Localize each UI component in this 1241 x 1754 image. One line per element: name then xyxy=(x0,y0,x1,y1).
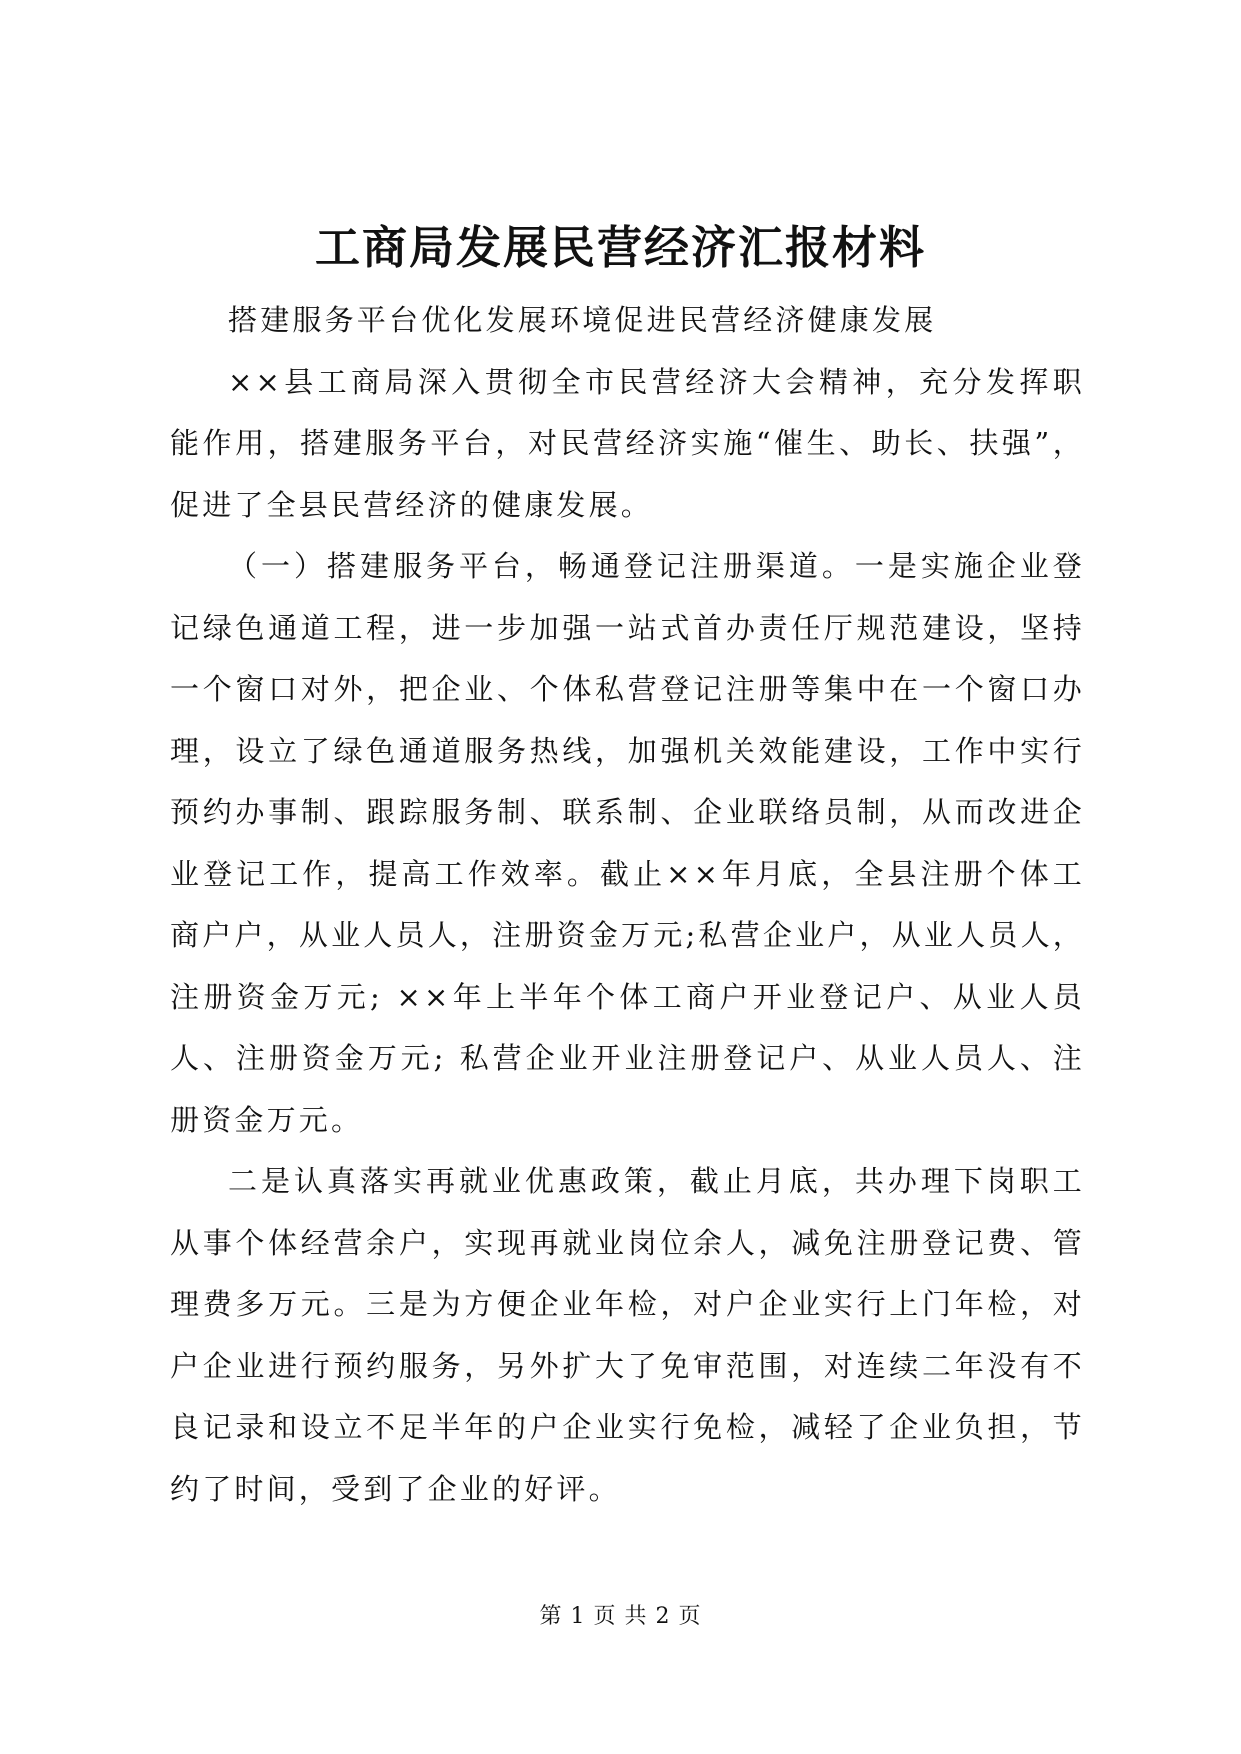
document-subtitle: 搭建服务平台优化发展环境促进民营经济健康发展 xyxy=(228,303,937,337)
paragraph-section-1: （一）搭建服务平台，畅通登记注册渠道。一是实施企业登记绿色通道工程，进一步加强一站式首办责任厅规范建设，坚持一个窗口对外，把企业、个体私营登记注册等集中在一个窗口办理，设立了绿色通道服务热线，加强机关效能建设，工作中实行预约办事制、跟踪服务制、联系制、企业联络员制，从而改进企业登记工作，提高工作效率。截止××年月底，全县注册个体工商户户，从业人员人，注册资金万元;私营企业户，从业人员人，注册资金万元; ××年上半年个体工商户开业登记户、从业人员人、注册资金万元; 私营企业开业注册登记户、从业人员人、注册资金万元。 xyxy=(170,549,1085,1137)
paragraph-intro: ××县工商局深入贯彻全市民营经济大会精神，充分发挥职能作用，搭建服务平台，对民营经济实施“催生、助长、扶强”，促进了全县民营经济的健康发展。 xyxy=(170,364,1085,522)
document-title: 工商局发展民营经济汇报材料 xyxy=(314,221,926,274)
page-number-footer: 第 1 页 共 2 页 xyxy=(539,1604,702,1629)
paragraph-section-2: 二是认真落实再就业优惠政策，截止月底，共办理下岗职工从事个体经营余户，实现再就业岗位余人，减免注册登记费、管理费多万元。三是为方便企业年检，对户企业实行上门年检，对户企业进行预约服务，另外扩大了免审范围，对连续二年没有不良记录和设立不足半年的户企业实行免检，减轻了企业负担，节约了时间，受到了企业的好评。 xyxy=(170,1164,1085,1506)
document-body xyxy=(170,290,1085,1520)
